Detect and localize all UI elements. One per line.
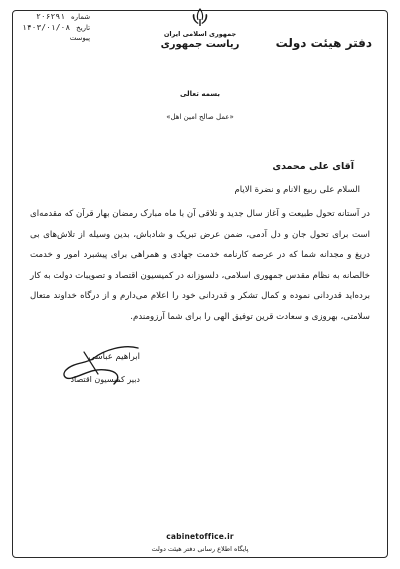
greeting: السلام علی ربیع الانام و نضرة الایام — [234, 185, 360, 195]
footer-note: پایگاه اطلاع رسانی دفتر هیئت دولت — [151, 545, 249, 553]
meta-number-row — [22, 12, 90, 21]
attachment-label: پیوست — [69, 34, 91, 42]
number-label: شماره — [71, 13, 91, 21]
letter-meta — [22, 12, 90, 44]
meta-date-row — [22, 23, 90, 32]
header-presidency: ریاست جمهوری — [160, 39, 240, 50]
date-value: ۱۴۰۳/۰۱/۰۸ — [22, 23, 71, 32]
date-label: تاریخ — [76, 24, 91, 32]
letter-body: در آستانه تحول طبیعت و آغاز سال جدید و تلاقی آن با ماه مبارک رمضان بهار قرآن که مقدمه‌ای است برای تحول جان و دل آدمی، ضمن عرض تبریک و شادباش، بدین وسیله از تلاش‌های بی دریغ و مجدانه شما که در عرصه کارنامه خدمت جهادی و همراهی برای پیشبرد امور و خدمت خالصانه به نظام مقدس جمهوری اسلامی، دلسوزانه در کمیسیون اقتصاد و تصویبات دولت به کار برده‌اید قدردانی نموده و کمال تشکر و قدردانی خود را اعلام می‌دارم و از درگاه خداوند متعال سلامتی، بهروزی و سعادت قرین توفیق الهی را برای شما آرزومندم. — [30, 209, 370, 322]
footer-url[interactable]: cabinetoffice.ir — [166, 532, 234, 541]
recipient: آقای علی محمدی — [272, 161, 354, 172]
meta-attachment-row — [22, 34, 90, 42]
signature-name: ابراهیم عباسی — [88, 352, 140, 362]
header-republic: جمهوری اسلامی ایران — [163, 30, 237, 38]
signature-title: دبیر کمیسیون اقتصاد — [70, 375, 140, 384]
number-value: ۲۰۶۲۹۱ — [36, 12, 66, 21]
year-motto: «عمل صالح امین اهل» — [166, 113, 234, 121]
iran-emblem-icon — [189, 6, 211, 28]
bismillah: بسمه تعالی — [179, 90, 221, 98]
header-office: دفتر هیئت دولت — [275, 36, 372, 50]
